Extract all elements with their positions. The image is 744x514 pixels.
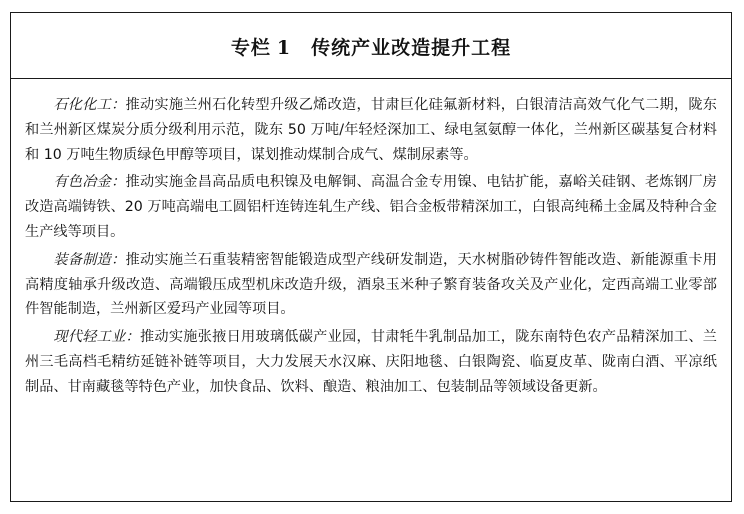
section-label: 现代轻工业： <box>53 329 140 346</box>
section-text: 推动实施兰石重装精密智能锻造成型产线研发制造，天水树脂砂铸件智能改造、新能源重卡用高精度轴承升级改造、高端锻压成型机床改造升级，酒泉玉米种子繁育装备攻关及产业化，定西高端工业零部件智能制造，兰州新区爱玛产业园等项目。 <box>25 251 717 318</box>
section-nonferrous-metallurgy <box>25 170 717 244</box>
section-petrochemical <box>25 93 717 167</box>
section-label: 石化化工： <box>53 97 126 113</box>
column-content <box>11 79 731 400</box>
column-title-prefix: 专栏 <box>230 37 271 59</box>
section-light-industry <box>25 325 717 399</box>
section-equipment-manufacturing <box>25 248 717 322</box>
section-label: 有色冶金： <box>53 174 126 191</box>
section-text: 推动实施兰州石化转型升级乙烯改造，甘肃巨化硅氟新材料，白银清洁高效气化气二期，陇东和兰州新区煤炭分质分级利用示范，陇东 50 万吨/年轻烃深加工、绿电氢氨醇一体化，兰州新区碳基复合材料和 10 万吨生物质绿色甲醇等项目，谋划推动煤制合成气、煤制尿素等。 <box>25 97 717 163</box>
section-text: 推动实施金昌高品质电积镍及电解铜、高温合金专用镍、电钴扩能，嘉峪关硅钢、老炼钢厂房改造高端铸铁、20 万吨高端电工圆铝杆连铸连轧生产线、铝合金板带精深加工，白银高纯稀土金属及特种合金生产线等项目。 <box>25 174 717 240</box>
section-text: 推动实施张掖日用玻璃低碳产业园，甘肃牦牛乳制品加工，陇东南特色农产品精深加工、兰州三毛高档毛精纺延链补链等项目，大力发展天水汉麻、庆阳地毯、白银陶瓷、临夏皮革、陇南白酒、平凉纸制品、甘南藏毯等特色产业，加快食品、饮料、酿造、粮油加工、包装制品等领域设备更新。 <box>25 329 717 395</box>
column-title <box>231 33 511 60</box>
column-header <box>11 13 731 79</box>
column-title-number: 1 <box>276 37 292 59</box>
column-box <box>10 12 732 502</box>
section-label: 装备制造： <box>53 251 126 268</box>
column-title-text: 传统产业改造提升工程 <box>311 37 512 59</box>
